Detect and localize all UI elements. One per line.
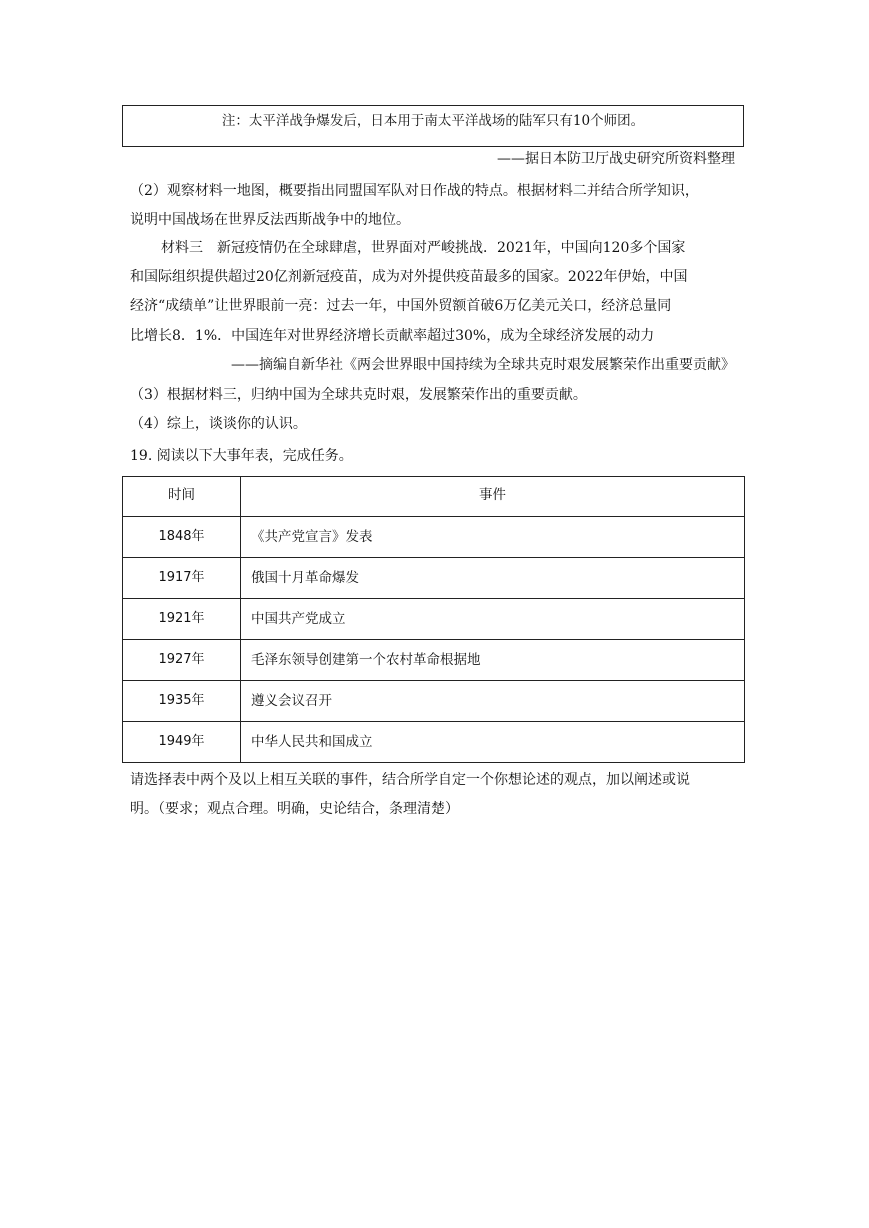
question-19: 19. 阅读以下大事年表，完成任务。 <box>130 448 353 464</box>
table-row <box>123 640 745 681</box>
table-row <box>123 681 745 722</box>
material-3-line-3: 经济“成绩单”让世界眼前一亮：过去一年，中国外贸额首破6万亿美元关口，经济总量同 <box>130 298 672 314</box>
table-row <box>123 599 745 640</box>
note-text: 注：太平洋战争爆发后，日本用于南太平洋战场的陆军只有10个师团。 <box>221 113 645 129</box>
header-time: 时间 <box>123 477 241 517</box>
row-event: 《共产党宣言》发表 <box>241 517 745 558</box>
row-time: 1848年 <box>123 517 241 558</box>
row-event: 中华人民共和国成立 <box>241 722 745 763</box>
row-event: 遵义会议召开 <box>241 681 745 722</box>
table-header-row <box>123 477 745 517</box>
table-row <box>123 517 745 558</box>
row-event: 俄国十月革命爆发 <box>241 558 745 599</box>
question-4: （4）综上，谈谈你的认识。 <box>130 416 307 432</box>
task-line-1: 请选择表中两个及以上相互关联的事件，结合所学自定一个你想论述的观点，加以阐述或说 <box>130 772 690 788</box>
row-event: 中国共产党成立 <box>241 599 745 640</box>
row-time: 1949年 <box>123 722 241 763</box>
row-time: 1927年 <box>123 640 241 681</box>
material-3-source: ——摘编自新华社《两会世界眼中国持续为全球共克时艰发展繁荣作出重要贡献》 <box>231 357 735 373</box>
question-2-line-2: 说明中国战场在世界反法西斯战争中的地位。 <box>130 212 410 228</box>
task-line-2: 明。（要求；观点合理。明确，史论结合，条理清楚） <box>130 801 459 817</box>
material-3-line-4: 比增长8．1%．中国连年对世界经济增长贡献率超过30%，成为全球经济发展的动力 <box>130 328 655 344</box>
question-2-line-1: （2）观察材料一地图，概要指出同盟国军队对日作战的特点。根据材料二并结合所学知识， <box>130 183 699 199</box>
table-row <box>123 722 745 763</box>
row-time: 1917年 <box>123 558 241 599</box>
note-source: ——据日本防卫厅战史研究所资料整理 <box>497 151 735 167</box>
header-event: 事件 <box>241 477 745 517</box>
question-3: （3）根据材料三，归纳中国为全球共克时艰，发展繁荣作出的重要贡献。 <box>130 387 587 403</box>
row-time: 1921年 <box>123 599 241 640</box>
events-table <box>122 476 745 763</box>
note-box <box>122 105 744 147</box>
row-event: 毛泽东领导创建第一个农村革命根据地 <box>241 640 745 681</box>
material-3-line-2: 和国际组织提供超过20亿剂新冠疫苗，成为对外提供疫苗最多的国家。2022年伊始，中国 <box>130 269 688 285</box>
row-time: 1935年 <box>123 681 241 722</box>
material-3-line-1: 材料三 新冠疫情仍在全球肆虐，世界面对严峻挑战．2021年，中国向120多个国家 <box>161 240 686 256</box>
table-row <box>123 558 745 599</box>
